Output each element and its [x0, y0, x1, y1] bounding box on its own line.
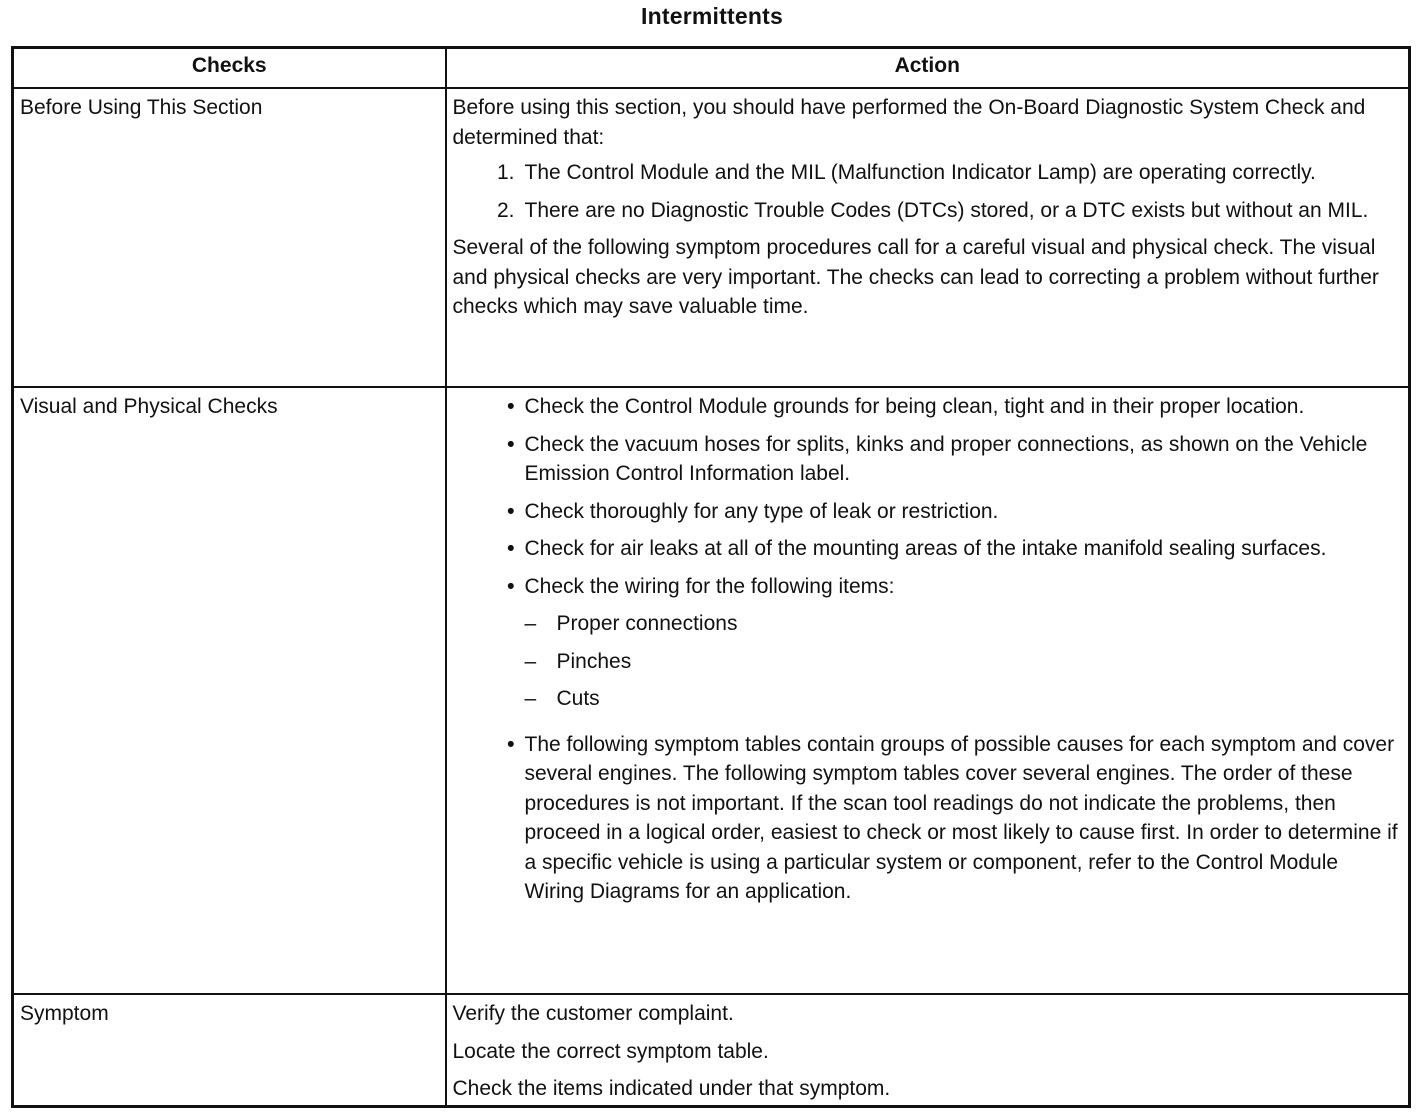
table-row [13, 88, 1410, 387]
intro-paragraph: Before using this section, you should have performed the On-Board Diagnostic System Check and determined that: [452, 96, 1366, 149]
list-item [453, 534, 1403, 564]
sub-list-item [525, 609, 1403, 639]
action-line: Locate the correct symptom table. [452, 1039, 769, 1063]
sub-list-item [525, 684, 1403, 714]
sub-list-item [525, 647, 1403, 677]
bullet-list [453, 392, 1403, 907]
item-text: Check the vacuum hoses for splits, kinks and proper connections, as shown on the Vehicle Emission Control Information label. [524, 432, 1368, 485]
action-cell [446, 387, 1410, 994]
item-text: Check thoroughly for any type of leak or restriction. [524, 499, 999, 523]
bullet-icon: • [507, 432, 515, 456]
list-item [453, 196, 1403, 226]
list-item [453, 430, 1403, 489]
item-text: Check for air leaks at all of the mounting areas of the intake manifold sealing surfaces. [524, 537, 1327, 560]
check-cell: Symptom [13, 994, 446, 1106]
list-item [453, 730, 1403, 907]
table-row [13, 387, 1410, 994]
bullet-icon: • [507, 395, 515, 418]
list-item [453, 392, 1403, 422]
item-text: The following symptom tables contain groups of possible causes for each symptom and cover several engines. The following symptom tables cover several engines. The order of these procedures is not important. If the scan tool readings do not indicate the problems, then proceed in a logical order, easiest to check or most likely to cause first. In order to determine if a specific vehicle is using a particular system or component, refer to the Control Module Wiring Diagrams for an application. [524, 732, 1398, 903]
intermittents-table [11, 46, 1411, 1108]
table-header-row [13, 48, 1410, 89]
item-text: There are no Diagnostic Trouble Codes (DTCs) stored, or a DTC exists but without an MIL. [524, 198, 1369, 222]
check-cell: Before Using This Section [13, 88, 446, 387]
sub-list [525, 609, 1403, 714]
item-text: The Control Module and the MIL (Malfunction Indicator Lamp) are operating correctly. [524, 161, 1316, 184]
list-item [453, 158, 1403, 188]
sub-item-text: Proper connections [556, 612, 738, 635]
outro-paragraph: Several of the following symptom procedures call for a careful visual and physical check. The visual and physical checks are very important. The checks can lead to correcting a problem without further checks which may save valuable time. [452, 236, 1379, 318]
list-item [453, 572, 1403, 722]
item-number: 1. [496, 161, 515, 184]
item-text: Check the wiring for the following items: [524, 574, 895, 598]
page-title: Intermittents [641, 3, 783, 29]
table-row [13, 994, 1410, 1106]
action-column-header: Action [446, 48, 1410, 89]
item-number: 2. [496, 198, 515, 222]
list-item [453, 497, 1403, 527]
action-line: Check the items indicated under that symptom. [452, 1077, 891, 1100]
bullet-icon: • [507, 499, 515, 523]
action-line: Verify the customer complaint. [452, 1002, 734, 1025]
item-text: Check the Control Module grounds for being clean, tight and in their proper location. [524, 395, 1305, 418]
dash-icon: – [524, 687, 537, 710]
dash-icon: – [524, 649, 537, 673]
bullet-icon: • [507, 537, 515, 560]
sub-item-text: Cuts [556, 687, 600, 710]
action-cell [446, 88, 1410, 387]
bullet-icon: • [507, 732, 515, 756]
bullet-icon: • [507, 574, 515, 598]
item-text-group [525, 572, 1403, 722]
numbered-list [453, 158, 1403, 225]
checks-column-header: Checks [13, 48, 446, 89]
check-cell: Visual and Physical Checks [13, 387, 446, 994]
action-cell [446, 994, 1410, 1106]
sub-item-text: Pinches [556, 649, 632, 673]
dash-icon: – [524, 612, 537, 635]
